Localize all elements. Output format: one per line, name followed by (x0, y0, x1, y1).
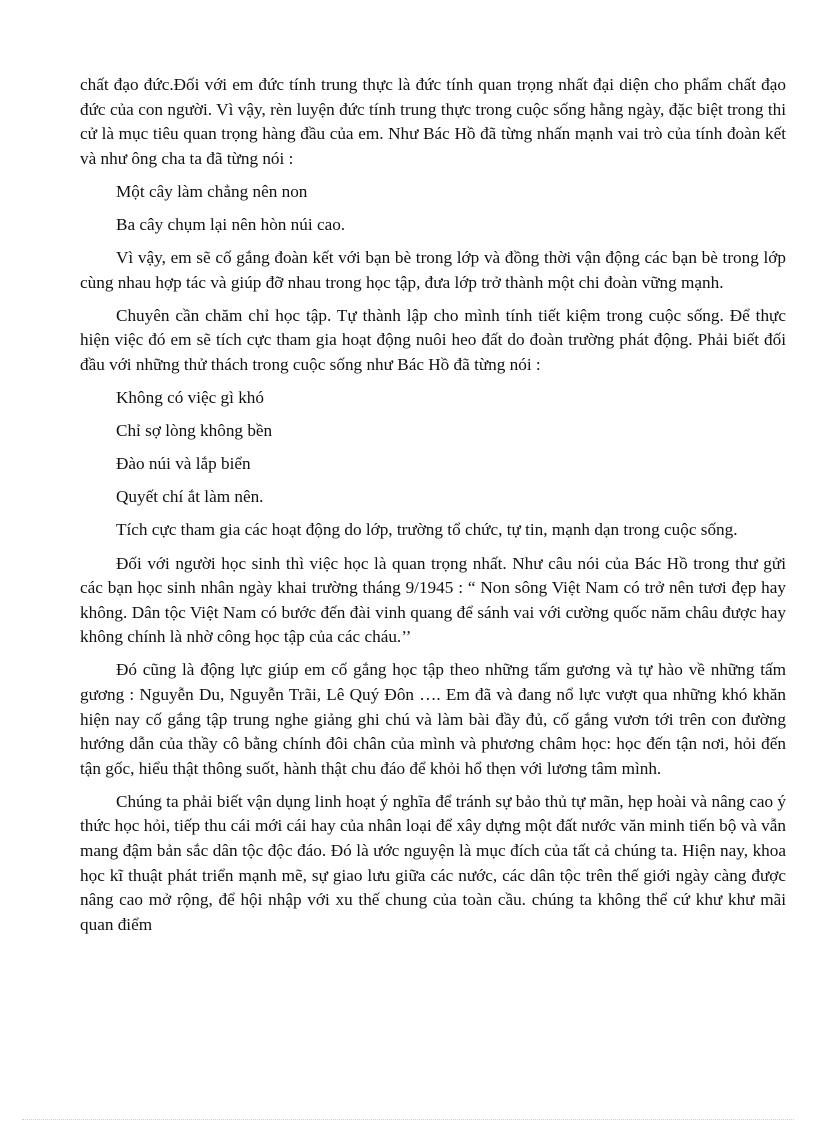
paragraph-intro: chất đạo đức.Đối với em đức tính trung thực là đức tính quan trọng nhất đại diện cho phẩm chất đạo đức của con người. Vì vậy, rèn luyện đức tính trung thực trong cuộc sống hằng ngày, đặc biệt trong thi cử là mục tiêu quan trọng hàng đầu của em. Như Bác Hồ đã từng nhấn mạnh vai trò của tính đoàn kết và như ông cha ta đã từng nói : (80, 75, 786, 168)
verse-line: Ba cây chụm lại nên hòn núi cao. (116, 214, 346, 234)
verse-line: Không có việc gì khó (116, 388, 264, 408)
paragraph-unity: Vì vậy, em sẽ cố gắng đoàn kết với bạn bè trong lớp và đồng thời vận động các bạn bè trong lớp cùng nhau hợp tác và giúp đỡ nhau trong học tập, đưa lớp trở thành một chi đoàn vững mạnh. (80, 248, 786, 292)
verse-line: Chỉ sợ lòng không bền (116, 421, 273, 441)
verse-line: Quyết chí ắt làm nên. (116, 487, 264, 507)
paragraph-integration: Chúng ta phải biết vận dụng linh hoạt ý nghĩa để tránh sự bảo thủ tự mãn, hẹp hoài và nâng cao ý thức học hỏi, tiếp thu cái mới cái hay của nhân loại để xây dựng một đất nước văn minh tiến bộ và vẫn mang đậm bản sắc dân tộc độc đáo. Đó là ước nguyện là mục đích của tất cả chúng ta. Hiện nay, khoa học kĩ thuật phát triển mạnh mẽ, sự giao lưu giữa các nước, các dân tộc trên thế giới ngày càng được nâng cao mở rộng, để hội nhập với xu thế chung của toàn cầu. chúng ta không thể cứ khư khư mãi quan điểm (80, 791, 786, 934)
paragraph-study-quote: Đối với người học sinh thì việc học là quan trọng nhất. Như câu nói của Bác Hồ trong thư gửi các bạn học sinh nhân ngày khai trường tháng 9/1945 : “ Non sông Việt Nam có trở nên tươi đẹp hay không. Dân tộc Việt Nam có bước đến đài vinh quang để sánh vai với cường quốc năm châu được hay không chính là nhờ công học tập của các cháu.’’ (80, 553, 786, 647)
page-bottom-divider (22, 1119, 794, 1120)
paragraph-activities: Tích cực tham gia các hoạt động do lớp, trường tổ chức, tự tin, mạnh dạn trong cuộc sống. (116, 520, 738, 540)
paragraph-diligence: Chuyên cần chăm chỉ học tập. Tự thành lập cho mình tính tiết kiệm trong cuộc sống. Để thực hiện việc đó em sẽ tích cực tham gia hoạt động nuôi heo đất do đoàn trường phát động. Phải biết đối đầu với những thử thách trong cuộc sống như Bác Hồ đã từng nói : (80, 305, 786, 374)
document-body (80, 73, 786, 946)
paragraph-motivation: Đó cũng là động lực giúp em cố gắng học tập theo những tấm gương và tự hào về những tấm gương : Nguyễn Du, Nguyễn Trãi, Lê Quý Đôn …. Em đã và đang nổ lực vượt qua những khó khăn hiện nay cố gắng tập trung nghe giảng ghi chú và làm bài đầy đủ, cố gắng vươn tới trên con đường hướng dẫn của thầy cô bằng chính đôi chân của mình và phương châm học: học đến tận nơi, hỏi đến tận gốc, hiểu thật thông suốt, hành thật chu đáo để khỏi hổ thẹn với lương tâm mình. (80, 660, 786, 778)
verse-line: Đào núi và lắp biển (116, 454, 251, 474)
verse-line: Một cây làm chẳng nên non (116, 181, 308, 201)
